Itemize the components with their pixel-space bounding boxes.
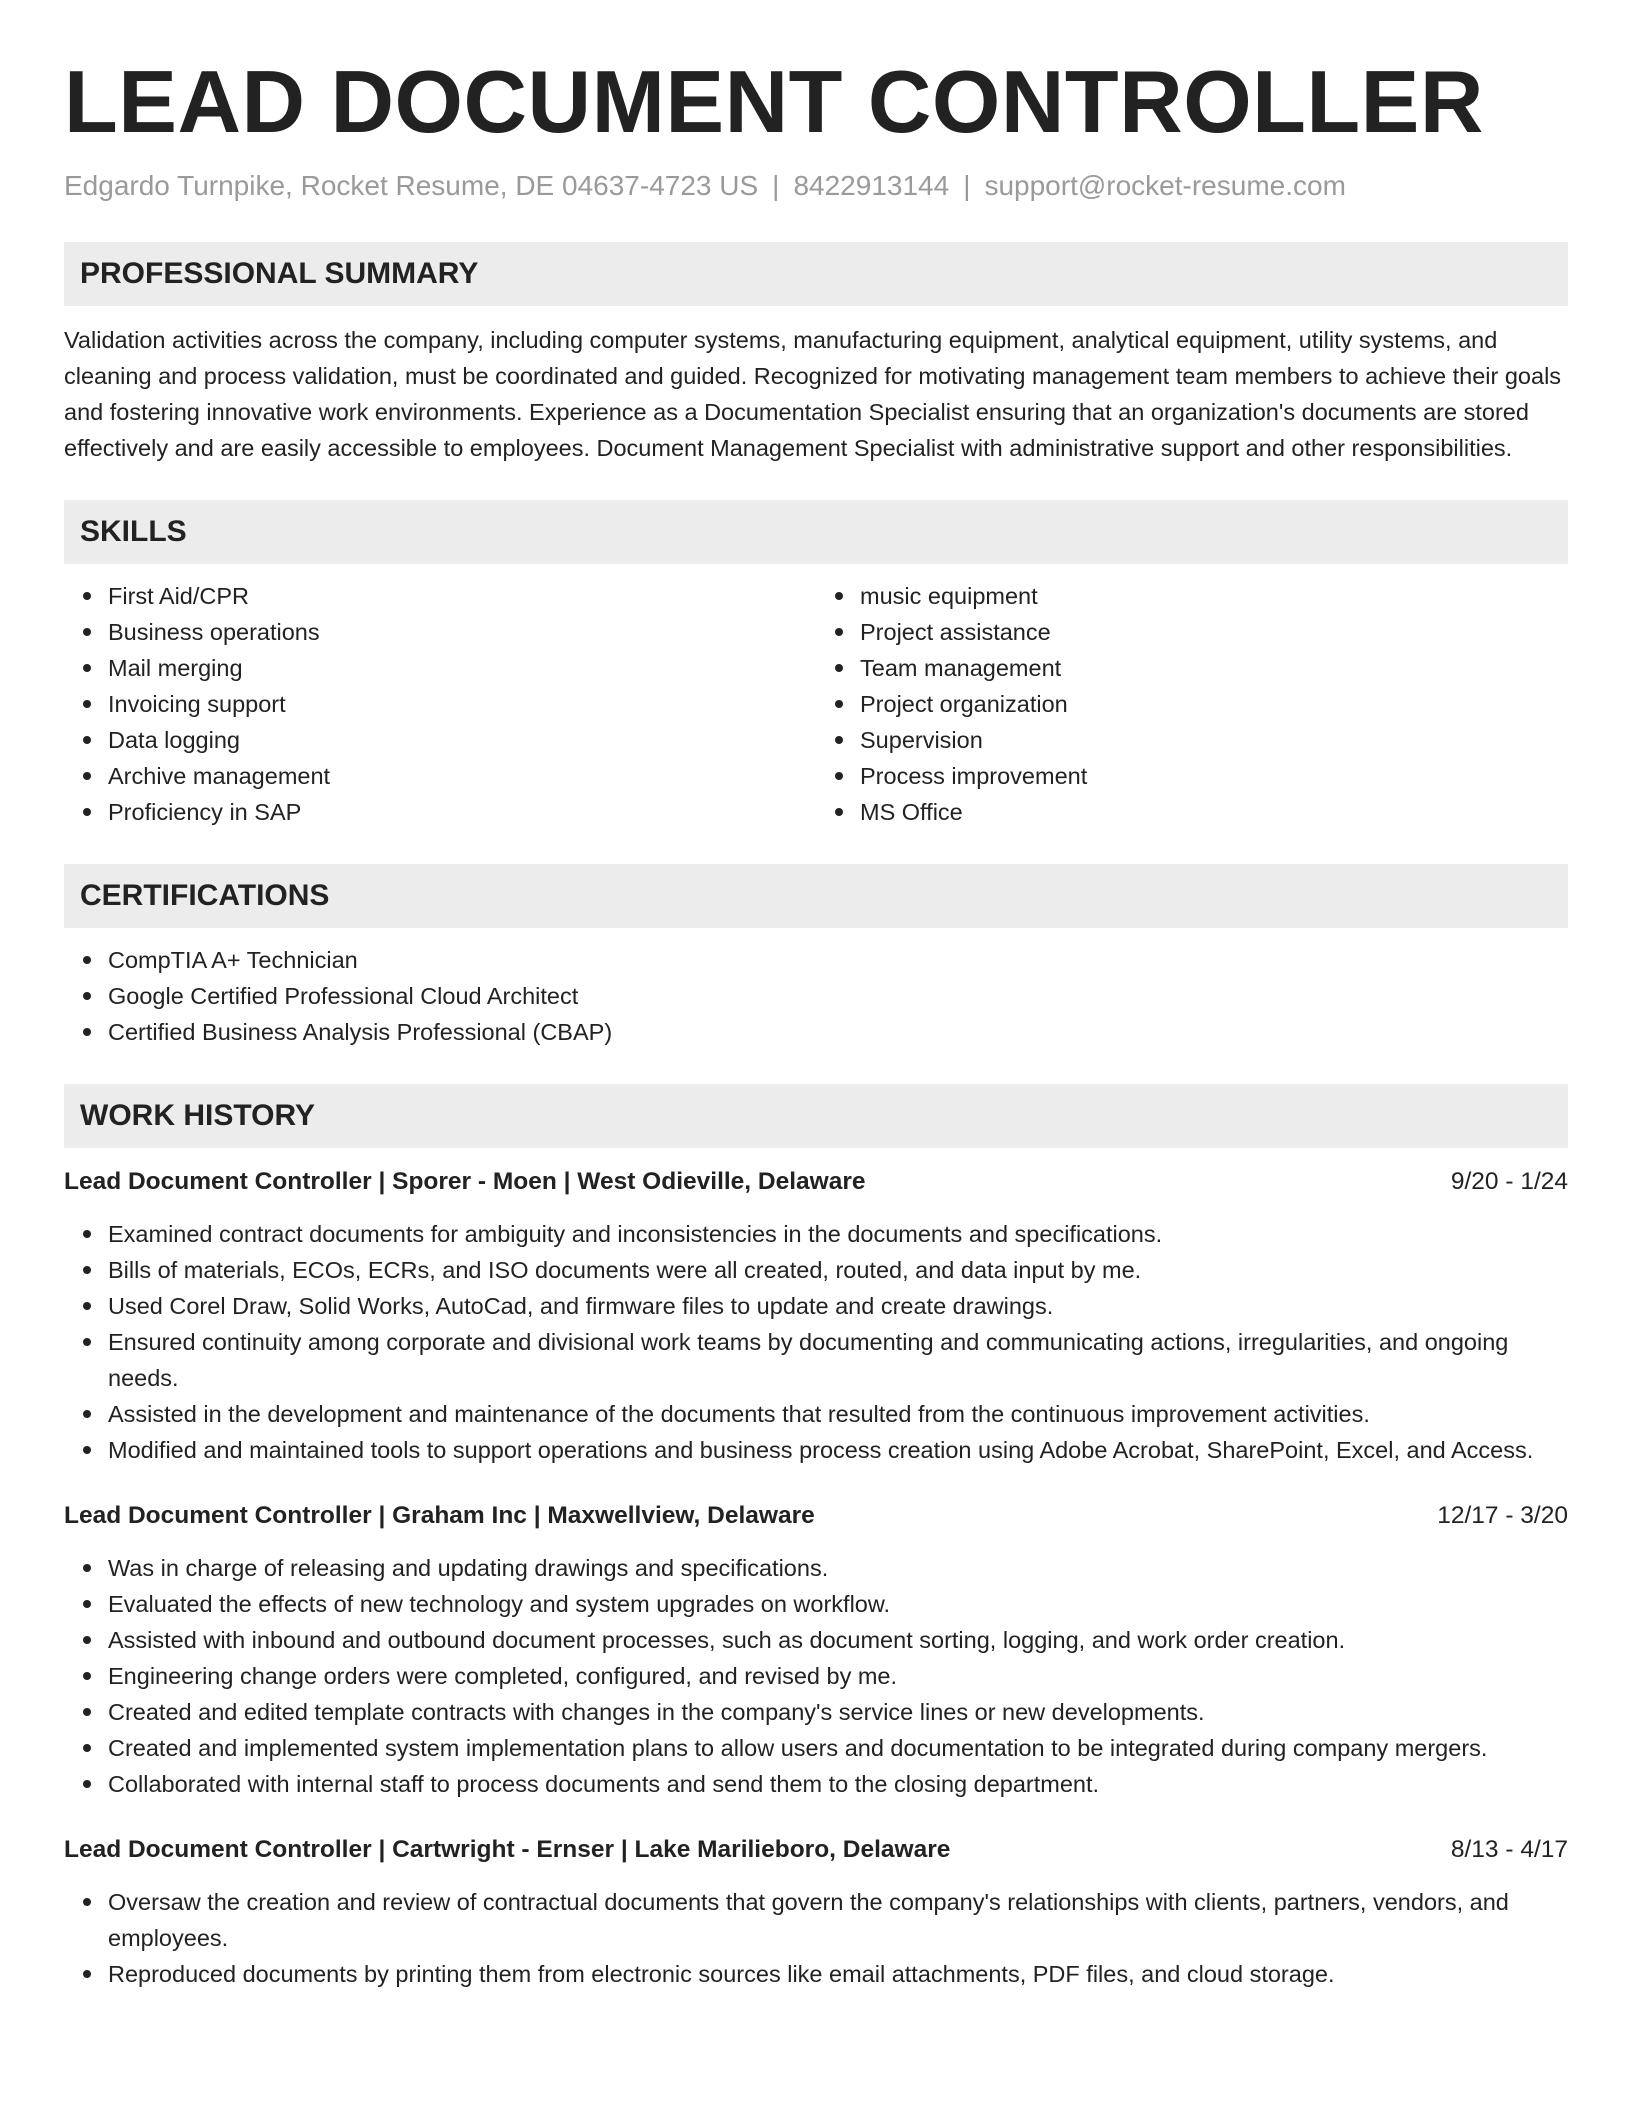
skill-item: Team management — [860, 650, 1568, 686]
skill-item: Data logging — [108, 722, 816, 758]
job-bullet: Created and implemented system implementation plans to allow users and documentation to be integrated during company mergers. — [108, 1730, 1568, 1766]
resume-title: LEAD DOCUMENT CONTROLLER — [64, 52, 1484, 151]
contact-line — [64, 168, 1568, 204]
job-bullet: Used Corel Draw, Solid Works, AutoCad, and firmware files to update and create drawings. — [108, 1288, 1568, 1324]
job-bullet: Examined contract documents for ambiguity and inconsistencies in the documents and specifications. — [108, 1216, 1568, 1252]
skill-item: Invoicing support — [108, 686, 816, 722]
skill-item: Business operations — [108, 614, 816, 650]
job-header — [64, 1164, 1568, 1200]
job-bullet: Engineering change orders were completed, configured, and revised by me. — [108, 1658, 1568, 1694]
job-bullet: Collaborated with internal staff to process documents and send them to the closing department. — [108, 1766, 1568, 1802]
job-bullets — [64, 1884, 1568, 1992]
certification-item: Google Certified Professional Cloud Architect — [108, 978, 1568, 1014]
job-bullet: Reproduced documents by printing them from electronic sources like email attachments, PDF files, and cloud storage. — [108, 1956, 1568, 1992]
skill-item: First Aid/CPR — [108, 578, 816, 614]
job-entry — [64, 1164, 1568, 1468]
skill-item: Proficiency in SAP — [108, 794, 816, 830]
skill-item: Process improvement — [860, 758, 1568, 794]
skill-item: Mail merging — [108, 650, 816, 686]
job-bullet: Modified and maintained tools to support operations and business process creation using Adobe Acrobat, SharePoint, Excel, and Access. — [108, 1432, 1568, 1468]
job-bullets — [64, 1216, 1568, 1468]
job-title: Lead Document Controller | Cartwright - Ernser | Lake Marilieboro, Delaware — [64, 1836, 951, 1863]
summary-text: Validation activities across the company, including computer systems, manufacturing equipment, analytical equipment, utility systems, and cleaning and process validation, must be coordinated and guided. Recognized for motivating management team members to achieve their goals and fostering innovative work environments. Experience as a Documentation Specialist ensuring that an organization's documents are stored effectively and are easily accessible to employees. Document Management Specialist with administrative support and other responsibilities. — [64, 327, 1562, 461]
job-bullet: Bills of materials, ECOs, ECRs, and ISO documents were all created, routed, and data input by me. — [108, 1252, 1568, 1288]
section-heading-skills: SKILLS — [64, 500, 1568, 564]
skill-item: Project assistance — [860, 614, 1568, 650]
certifications-list — [64, 942, 1568, 1050]
job-bullet: Created and edited template contracts with changes in the company's service lines or new developments. — [108, 1694, 1568, 1730]
skill-item: Project organization — [860, 686, 1568, 722]
section-heading-summary: PROFESSIONAL SUMMARY — [64, 242, 1568, 306]
skills-list-right — [816, 578, 1568, 830]
skill-item: music equipment — [860, 578, 1568, 614]
job-header — [64, 1832, 1568, 1868]
job-header — [64, 1498, 1568, 1534]
resume-document — [64, 52, 1568, 1992]
skill-item: MS Office — [860, 794, 1568, 830]
certification-item: Certified Business Analysis Professional (CBAP) — [108, 1014, 1568, 1050]
job-bullet: Was in charge of releasing and updating drawings and specifications. — [108, 1550, 1568, 1586]
skill-item: Archive management — [108, 758, 816, 794]
certifications-section — [64, 864, 1568, 1050]
skills-section — [64, 500, 1568, 830]
job-entry — [64, 1498, 1568, 1802]
job-bullet: Oversaw the creation and review of contractual documents that govern the company's relationships with clients, partners, vendors, and employees. — [108, 1884, 1568, 1956]
job-bullet: Evaluated the effects of new technology and system upgrades on workflow. — [108, 1586, 1568, 1622]
work-history-section — [64, 1084, 1568, 1992]
contact-separator: | — [772, 170, 780, 201]
job-title: Lead Document Controller | Graham Inc | Maxwellview, Delaware — [64, 1502, 815, 1529]
contact-separator: | — [963, 170, 971, 201]
job-bullets — [64, 1550, 1568, 1802]
skill-item: Supervision — [860, 722, 1568, 758]
summary-section — [64, 242, 1568, 466]
job-entry — [64, 1832, 1568, 1992]
contact-email[interactable]: support@rocket-resume.com — [984, 170, 1346, 201]
section-heading-work-history: WORK HISTORY — [64, 1084, 1568, 1148]
job-dates: 8/13 - 4/17 — [1450, 1836, 1568, 1863]
certification-item: CompTIA A+ Technician — [108, 942, 1568, 978]
skills-list-left — [64, 578, 816, 830]
contact-address: Edgardo Turnpike, Rocket Resume, DE 04637-4723 US — [64, 170, 759, 201]
job-bullet: Assisted with inbound and outbound document processes, such as document sorting, logging, and work order creation. — [108, 1622, 1568, 1658]
job-bullet: Assisted in the development and maintenance of the documents that resulted from the continuous improvement activities. — [108, 1396, 1568, 1432]
skills-columns — [64, 578, 1568, 830]
job-bullet: Ensured continuity among corporate and divisional work teams by documenting and communicating actions, irregularities, and ongoing needs. — [108, 1324, 1568, 1396]
contact-phone[interactable]: 8422913144 — [793, 170, 950, 201]
job-dates: 12/17 - 3/20 — [1437, 1502, 1568, 1529]
section-heading-certifications: CERTIFICATIONS — [64, 864, 1568, 928]
job-title: Lead Document Controller | Sporer - Moen | West Odieville, Delaware — [64, 1168, 866, 1195]
job-dates: 9/20 - 1/24 — [1450, 1168, 1568, 1195]
